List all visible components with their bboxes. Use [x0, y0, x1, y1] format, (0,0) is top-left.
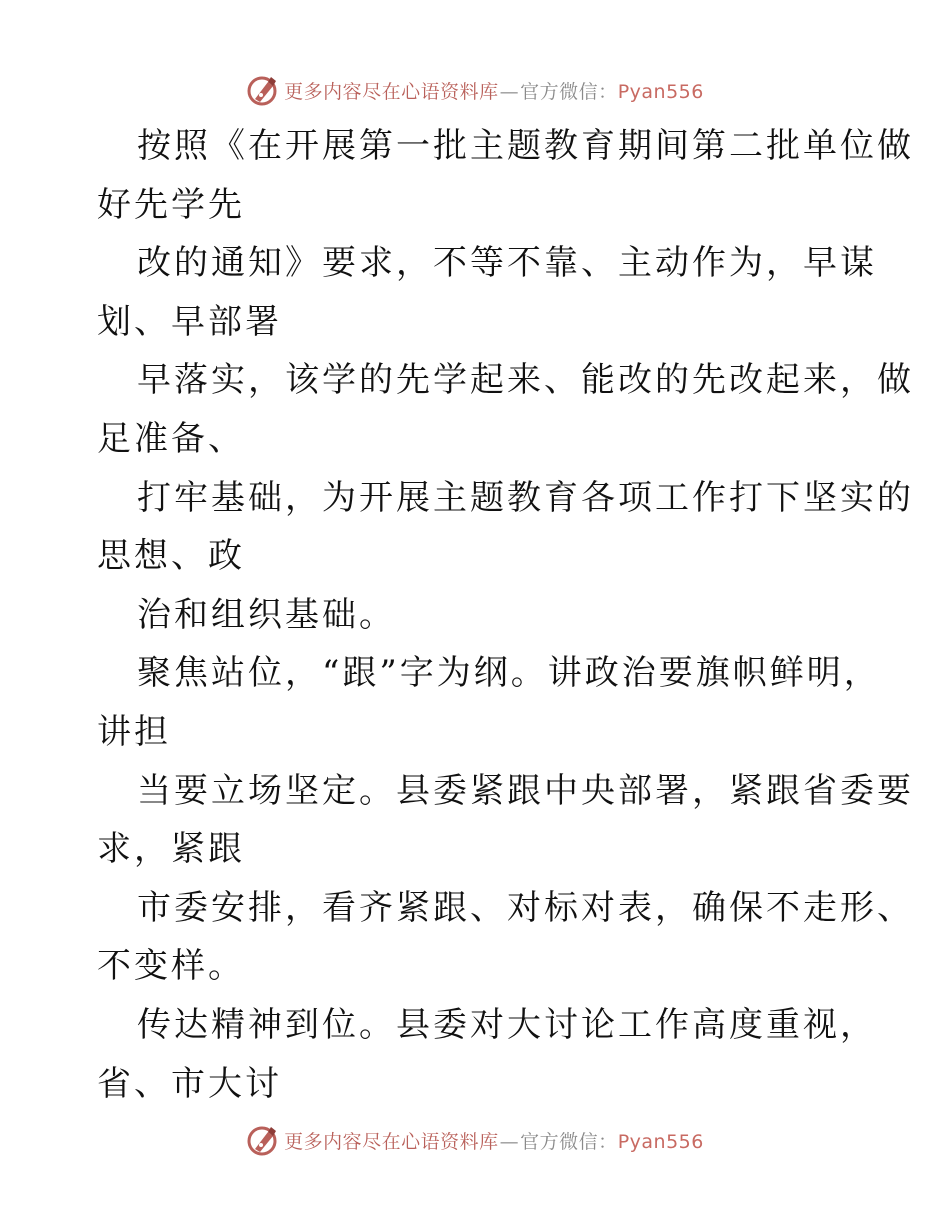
text-line: 打牢基础，为开展主题教育各项工作打下坚实的	[137, 477, 914, 518]
banner-dash: —	[499, 80, 520, 103]
pen-logo-icon	[246, 73, 280, 107]
banner-dash: —	[499, 1130, 520, 1153]
text-line: 省、市大讨	[97, 1063, 282, 1104]
text-line: 足准备、	[97, 418, 245, 459]
text-line: 讲担	[97, 711, 171, 752]
text-line: 按照《在开展第一批主题教育期间第二批单位做	[137, 126, 914, 166]
banner-wechat-id: Pyan556	[617, 80, 704, 103]
banner-site-text: 更多内容尽在心语资料库	[284, 80, 499, 103]
document-body	[97, 117, 914, 1113]
text-line: 当要立场坚定。县委紧跟中央部署，紧跟省委要	[137, 770, 914, 811]
text-line: 思想、政	[97, 536, 245, 577]
text-line: 治和组织基础。	[137, 594, 396, 635]
text-line: 市委安排，看齐紧跟、对标对表，确保不走形、	[137, 887, 914, 928]
text-line: 求，紧跟	[97, 829, 245, 870]
text-line: 好先学先	[97, 184, 245, 225]
banner-site-text: 更多内容尽在心语资料库	[284, 1130, 499, 1153]
header-watermark-banner	[0, 70, 950, 110]
footer-watermark-banner	[0, 1120, 950, 1160]
text-line: 早落实，该学的先学起来、能改的先改起来，做	[137, 360, 914, 401]
text-line: 传达精神到位。县委对大讨论工作高度重视，	[137, 1004, 877, 1045]
banner-wechat-label: 官方微信：	[520, 1130, 618, 1153]
text-line: 不变样。	[97, 946, 245, 987]
text-line: 聚焦站位，“跟”字为纲。讲政治要旗帜鲜明，	[137, 653, 881, 694]
text-line: 划、早部署	[97, 301, 282, 342]
banner-wechat-id: Pyan556	[617, 1130, 704, 1153]
banner-wechat-label: 官方微信：	[520, 80, 618, 103]
pen-logo-icon	[246, 1123, 280, 1157]
text-line: 改的通知》要求，不等不靠、主动作为，早谋	[137, 243, 877, 284]
